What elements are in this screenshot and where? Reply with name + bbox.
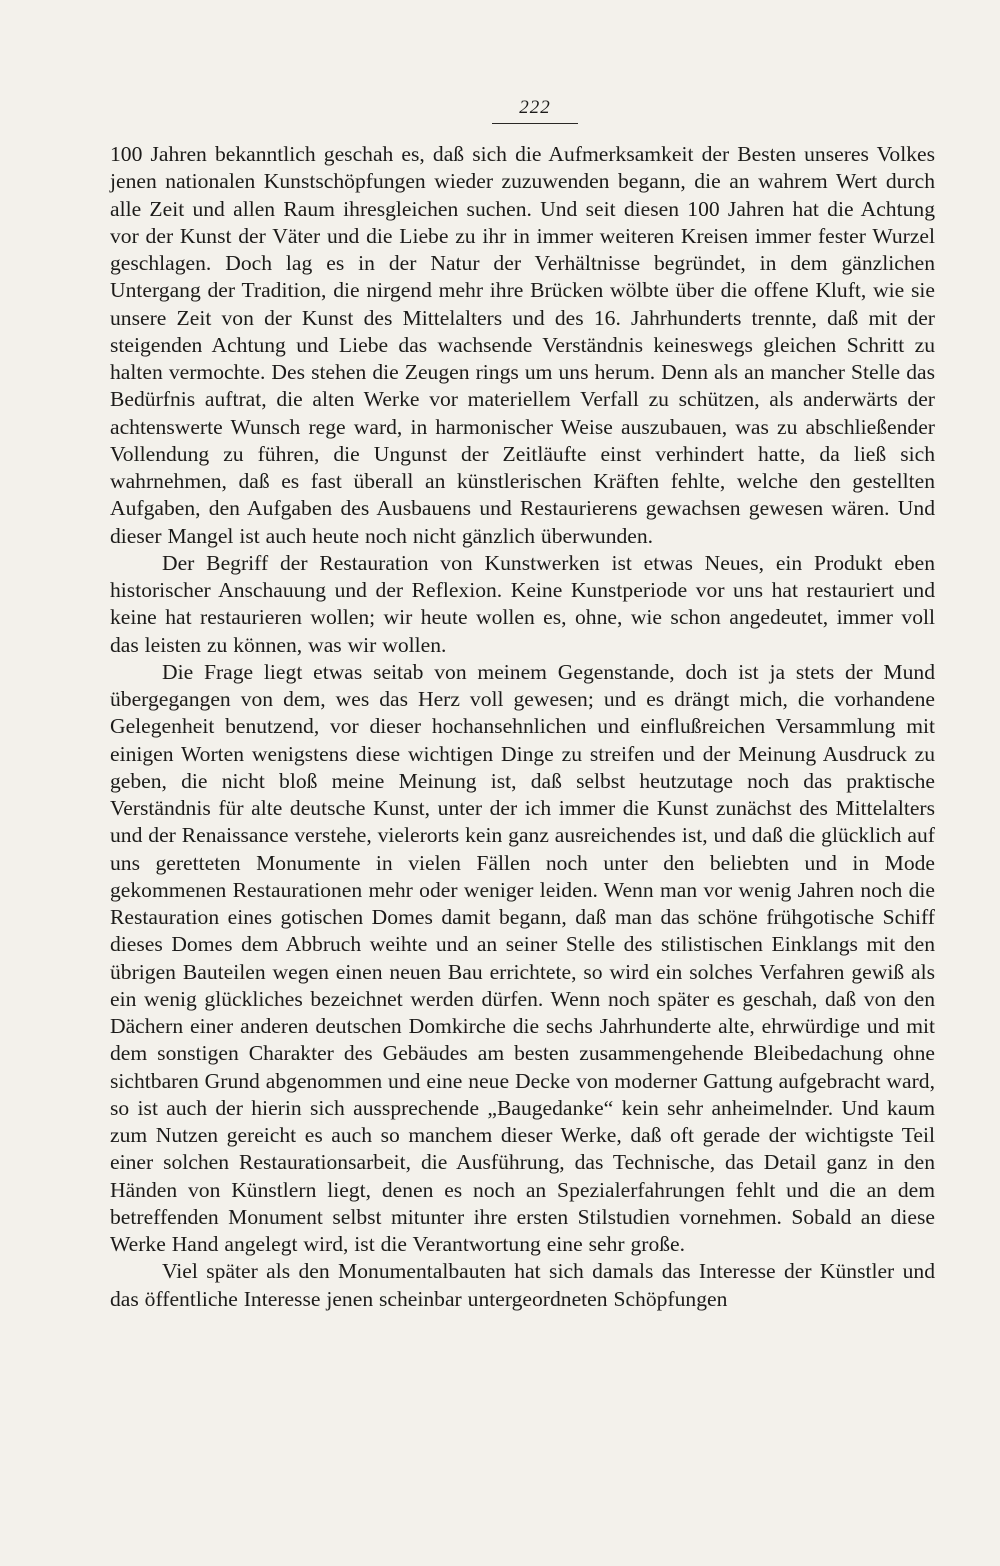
page-number-rule (492, 123, 578, 124)
page-number: 222 (519, 97, 551, 118)
paragraph-3: Die Frage liegt etwas seitab von meinem Gegenstande, doch ist ja stets der Mund übergegangen von dem, wes das Herz voll gewesen; und es drängt mich, die vorhandene Gelegenheit benutzend, vor dieser hochansehnlichen und einflußreichen Versammlung mit einigen Worten wenigstens diese wichtigen Dinge zu streifen und der Meinung Ausdruck zu geben, die nicht bloß meine Meinung ist, daß selbst heutzutage noch das praktische Verständnis für alte deutsche Kunst, unter der ich immer die Kunst zunächst des Mittelalters und der Renaissance verstehe, vielerorts kein ganz ausreichendes ist, und daß die glücklich auf uns geretteten Monumente in vielen Fällen noch unter den beliebten und in Mode gekommenen Restaurationen mehr oder weniger leiden. Wenn man vor wenig Jahren noch die Restauration eines gotischen Domes damit begann, daß man das schöne frühgotische Schiff dieses Domes dem Abbruch weihte und an seiner Stelle des stilistischen Einklangs mit den übrigen Bauteilen wegen einen neuen Bau errichtete, so wird ein solches Verfahren gewiß als ein wenig glückliches bezeichnet werden dürfen. Wenn noch später es geschah, daß von den Dächern einer anderen deutschen Domkirche die sechs Jahrhunderte alte, ehrwürdige und mit dem sonstigen Charakter des Gebäudes am besten zusammengehende Bleibedachung ohne sichtbaren Grund abgenommen und eine neue Decke von moderner Gattung aufgebracht ward, so ist auch der hierin sich aussprechende „Baugedanke“ kein sehr anheimelnder. Und kaum zum Nutzen gereicht es auch so manchem dieser Werke, daß oft gerade der wichtigste Teil einer solchen Restaurationsarbeit, die Ausführung, das Technische, das Detail ganz in den Händen von Künstlern liegt, denen es noch an Spezialerfahrungen fehlt und die an dem betreffenden Monument selbst mitunter ihre ersten Stilstudien vornehmen. Sobald an diese Werke Hand angelegt wird, ist die Verantwortung eine sehr große. (110, 659, 935, 1256)
body-text (110, 141, 935, 1313)
paragraph-4: Viel später als den Monumentalbauten hat sich damals das Interesse der Künstler und das öffentliche Interesse jenen scheinbar untergeordneten Schöpfungen (110, 1259, 935, 1311)
paragraph-1: 100 Jahren bekanntlich geschah es, daß sich die Aufmerksamkeit der Besten unseres Volkes jenen nationalen Kunstschöpfungen wieder zuzuwenden begann, die an wahrem Wert durch alle Zeit und allen Raum ihresgleichen suchen. Und seit diesen 100 Jahren hat die Achtung vor der Kunst der Väter und die Liebe zu ihr in immer weiteren Kreisen immer fester Wurzel geschlagen. Doch lag es in der Natur der Verhältnisse begründet, in dem gänzlichen Untergang der Tradition, die nirgend mehr ihre Brücken wölbte über die offene Kluft, wie sie unsere Zeit von der Kunst des Mittelalters und des 16. Jahrhunderts trennte, daß mit der steigenden Achtung und Liebe das wachsende Verständnis keineswegs gleichen Schritt zu halten vermochte. Des stehen die Zeugen rings um uns herum. Denn als an mancher Stelle das Bedürfnis auftrat, die alten Werke vor materiellem Verfall zu schützen, als anderwärts der achtenswerte Wunsch rege ward, in harmonischer Weise auszubauen, was zu abschließender Vollendung zu führen, die Ungunst der Zeitläufte einst verhindert hatte, da ließ sich wahrnehmen, daß es fast überall an künstlerischen Kräften fehlte, welche den gestellten Aufgaben, den Aufgaben des Ausbauens und Restaurierens gewachsen gewesen wären. Und dieser Mangel ist auch heute noch nicht gänzlich überwunden. (110, 142, 935, 548)
paragraph-2: Der Begriff der Restauration von Kunstwerken ist etwas Neues, ein Produkt eben historischer Anschauung und der Reflexion. Keine Kunstperiode vor uns hat restauriert und keine hat restaurieren wollen; wir heute wollen es, ohne, wie schon angedeutet, immer voll das leisten zu können, was wir wollen. (110, 550, 935, 657)
